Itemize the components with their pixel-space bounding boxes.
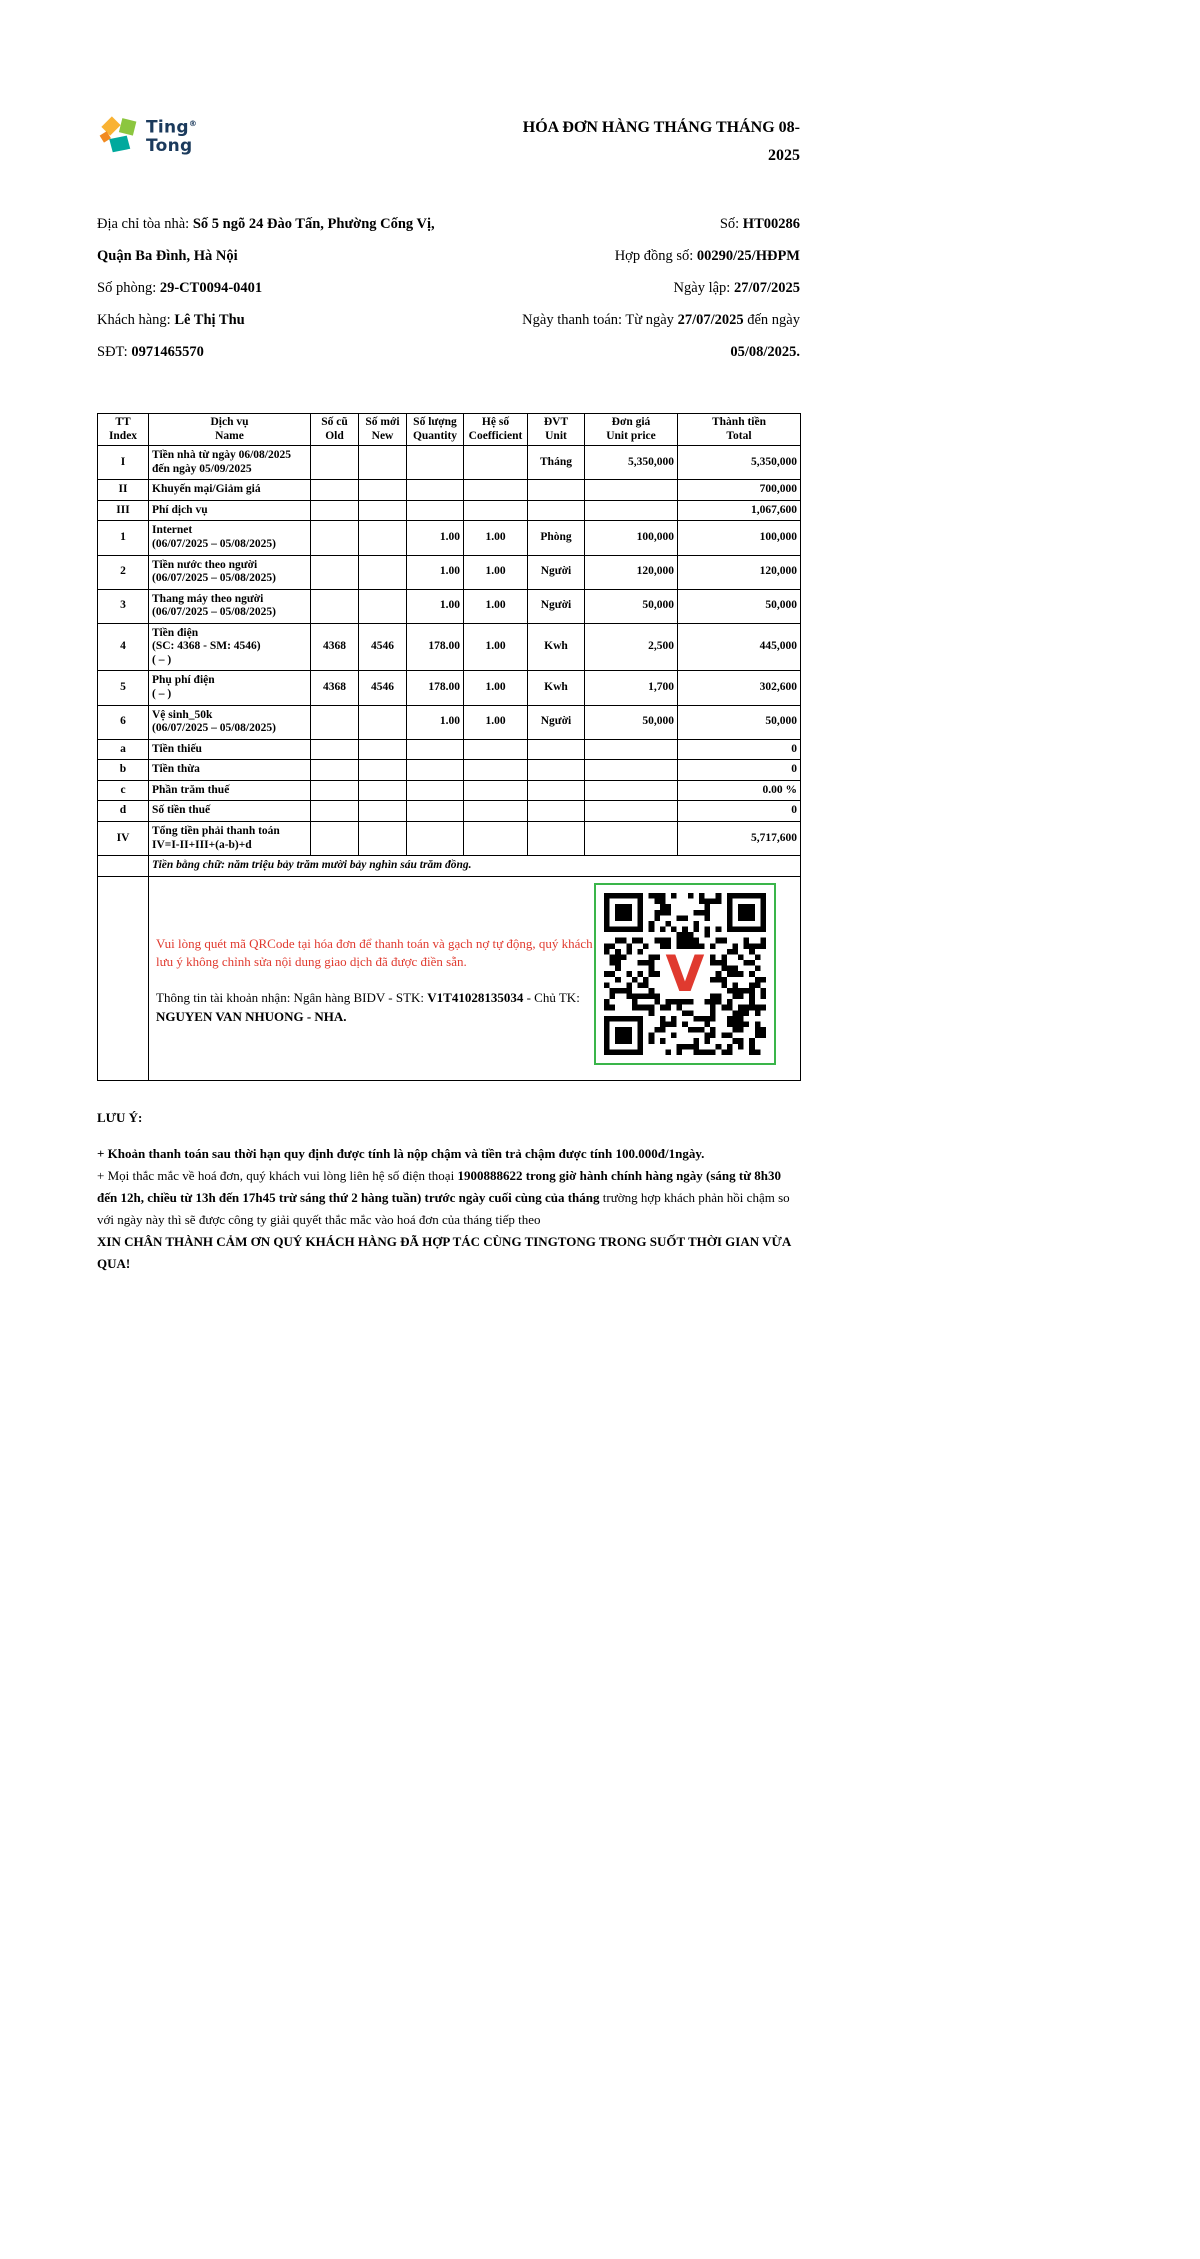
invoice-table <box>97 413 801 1081</box>
table-cell-new <box>359 555 407 589</box>
table-cell-unit: Người <box>528 555 585 589</box>
table-cell-old <box>311 555 359 589</box>
payment-period: Ngày thanh toán: Từ ngày 27/07/2025 đến ngày 05/08/2025. <box>522 312 800 360</box>
table-cell-price <box>585 821 678 855</box>
invoice-number: Số: HT00286 <box>719 216 800 232</box>
table-cell-coef <box>464 500 528 521</box>
table-cell-coef <box>464 780 528 801</box>
table-cell-tt: II <box>98 480 149 501</box>
table-row <box>98 760 801 781</box>
table-cell-price: 50,000 <box>585 589 678 623</box>
table-cell-old <box>311 705 359 739</box>
table-cell-tt <box>98 856 149 877</box>
table-row <box>98 739 801 760</box>
table-cell-new: 4546 <box>359 671 407 705</box>
thank-you-note: XIN CHÂN THÀNH CẢM ƠN QUÝ KHÁCH HÀNG ĐÃ HỢP TÁC CÙNG TINGTONG TRONG SUỐT THỜI GIAN VỪA QUA! <box>97 1233 791 1271</box>
table-row <box>98 705 801 739</box>
table-cell-name: Vệ sinh_50k (06/07/2025 – 05/08/2025) <box>149 705 311 739</box>
table-cell-unit: Người <box>528 589 585 623</box>
table-cell-total: 445,000 <box>678 623 801 671</box>
table-cell-coef <box>464 801 528 822</box>
table-cell-price: 1,700 <box>585 671 678 705</box>
column-header-old: Số cũ Old <box>311 414 359 446</box>
table-cell-qty <box>407 480 464 501</box>
footer-heading: LƯU Ý: <box>97 1109 143 1125</box>
table-cell-unit <box>528 739 585 760</box>
table-cell-qty: 178.00 <box>407 671 464 705</box>
column-header-coefficient: Hệ số Coefficient <box>464 414 528 446</box>
invoice-table-body <box>98 446 801 856</box>
invoice-info <box>97 208 800 368</box>
table-cell-coef <box>464 446 528 480</box>
column-header-quantity: Số lượng Quantity <box>407 414 464 446</box>
table-cell-new <box>359 821 407 855</box>
table-cell-total: 700,000 <box>678 480 801 501</box>
table-cell-name: Thang máy theo người (06/07/2025 – 05/08/2025) <box>149 589 311 623</box>
table-cell-unit <box>528 821 585 855</box>
payment-cell <box>149 876 801 1080</box>
table-cell-old <box>311 500 359 521</box>
table-cell-price <box>585 801 678 822</box>
table-row <box>98 589 801 623</box>
table-cell-qty <box>407 500 464 521</box>
payment-row <box>98 876 801 1080</box>
amount-in-words <box>149 856 801 877</box>
table-row <box>98 671 801 705</box>
table-cell-qty <box>407 821 464 855</box>
tingtong-logo <box>97 112 197 155</box>
room-number: Số phòng: 29-CT0094-0401 <box>97 280 263 296</box>
table-row <box>98 521 801 555</box>
table-cell-total: 1,067,600 <box>678 500 801 521</box>
table-cell-price <box>585 780 678 801</box>
table-cell-price: 100,000 <box>585 521 678 555</box>
table-cell-new <box>359 760 407 781</box>
column-header-unit-price: Đơn giá Unit price <box>585 414 678 446</box>
table-cell-price: 5,350,000 <box>585 446 678 480</box>
table-cell-name: Tiền thừa <box>149 760 311 781</box>
table-cell-total: 0 <box>678 760 801 781</box>
table-cell-old <box>311 446 359 480</box>
table-cell-new <box>359 780 407 801</box>
table-cell-unit <box>528 760 585 781</box>
table-row <box>98 821 801 855</box>
table-cell-name: Tiền nhà từ ngày 06/08/2025 đến ngày 05/09/2025 <box>149 446 311 480</box>
table-row <box>98 801 801 822</box>
column-header-unit: ĐVT Unit <box>528 414 585 446</box>
table-cell-price <box>585 500 678 521</box>
table-cell-qty <box>407 801 464 822</box>
payment-instructions <box>156 935 594 1027</box>
table-cell-unit <box>528 500 585 521</box>
table-cell-name: Phí dịch vụ <box>149 500 311 521</box>
table-cell-coef: 1.00 <box>464 555 528 589</box>
table-cell-name: Tiền thiếu <box>149 739 311 760</box>
table-cell-tt: 4 <box>98 623 149 671</box>
table-cell-old <box>311 589 359 623</box>
table-cell-total: 0.00 % <box>678 780 801 801</box>
table-row <box>98 780 801 801</box>
table-row <box>98 623 801 671</box>
column-header-new: Số mới New <box>359 414 407 446</box>
table-cell-coef <box>464 480 528 501</box>
table-cell-tt: b <box>98 760 149 781</box>
registered-mark: ® <box>188 119 198 128</box>
table-cell-unit: Phòng <box>528 521 585 555</box>
table-cell-price <box>585 739 678 760</box>
table-cell-qty: 1.00 <box>407 705 464 739</box>
table-cell-new <box>359 521 407 555</box>
amount-in-words-value: năm triệu bảy trăm mười bảy nghìn sáu trăm đồng. <box>224 859 472 872</box>
table-cell-tt: a <box>98 739 149 760</box>
table-cell-old <box>311 801 359 822</box>
table-cell-qty: 1.00 <box>407 555 464 589</box>
header <box>97 112 800 170</box>
page <box>97 112 800 1275</box>
table-cell-name: Tiền nước theo người (06/07/2025 – 05/08/2025) <box>149 555 311 589</box>
table-cell-new <box>359 480 407 501</box>
customer-info <box>97 208 447 368</box>
customer-name: Khách hàng: Lê Thị Thu <box>97 312 245 328</box>
table-cell-total: 120,000 <box>678 555 801 589</box>
table-cell-old <box>311 760 359 781</box>
table-cell-coef: 1.00 <box>464 589 528 623</box>
invoice-title: HÓA ĐƠN HÀNG THÁNG THÁNG 08-2025 <box>522 119 800 164</box>
table-cell-new <box>359 589 407 623</box>
table-cell-tt: 6 <box>98 705 149 739</box>
table-cell-unit: Kwh <box>528 623 585 671</box>
table-cell-price <box>585 480 678 501</box>
table-cell-tt: 2 <box>98 555 149 589</box>
table-cell-tt: IV <box>98 821 149 855</box>
table-cell-tt: 3 <box>98 589 149 623</box>
table-cell-price: 50,000 <box>585 705 678 739</box>
issue-date: Ngày lập: 27/07/2025 <box>673 280 800 296</box>
table-cell-total: 50,000 <box>678 705 801 739</box>
table-cell-price <box>585 760 678 781</box>
table-cell-unit <box>528 780 585 801</box>
table-cell-unit <box>528 480 585 501</box>
contact-note: + Mọi thắc mắc về hoá đơn, quý khách vui lòng liên hệ số điện thoại 1900888622 trong giờ hành chính hàng ngày (sáng từ 8h30 đến 12h, chiều từ 13h đến 17h45 trừ sáng thứ 2 hàng tuần) trước ngày cuối cùng của tháng trường hợp khách phản hồi chậm so với ngày này thì sẽ được công ty giải quyết thắc mắc vào hoá đơn của tháng tiếp theo <box>97 1167 790 1227</box>
late-payment-note: + Khoản thanh toán sau thời hạn quy định được tính là nộp chậm và tiền trả chậm được tính 100.000đ/1ngày. <box>97 1145 705 1161</box>
table-cell-total: 302,600 <box>678 671 801 705</box>
table-cell-coef: 1.00 <box>464 705 528 739</box>
building-address: Địa chỉ tòa nhà: Số 5 ngõ 24 Đào Tấn, Phường Cống Vị, Quận Ba Đình, Hà Nội <box>97 216 435 264</box>
table-cell-qty <box>407 446 464 480</box>
table-cell-qty: 1.00 <box>407 589 464 623</box>
table-cell-coef: 1.00 <box>464 671 528 705</box>
table-cell-total: 0 <box>678 801 801 822</box>
table-cell-new <box>359 446 407 480</box>
table-cell-qty <box>407 780 464 801</box>
amount-in-words-row <box>98 856 801 877</box>
table-cell-price: 120,000 <box>585 555 678 589</box>
table-cell-name: Khuyến mại/Giảm giá <box>149 480 311 501</box>
table-cell-unit: Tháng <box>528 446 585 480</box>
table-header-row <box>98 414 801 446</box>
table-cell-tt: III <box>98 500 149 521</box>
table-cell-new: 4546 <box>359 623 407 671</box>
table-cell-new <box>359 705 407 739</box>
table-cell-total: 100,000 <box>678 521 801 555</box>
amount-in-words-label: Tiền bằng chữ: <box>152 859 225 872</box>
tingtong-logo-icon <box>97 112 139 154</box>
table-cell-tt: 1 <box>98 521 149 555</box>
account-info: Thông tin tài khoản nhận: Ngân hàng BIDV - STK: V1T41028135034 - Chủ TK: NGUYEN VAN NHUONG - NHA. <box>156 990 580 1025</box>
table-cell-old <box>311 821 359 855</box>
table-cell-name: Phần trăm thuế <box>149 780 311 801</box>
table-cell-old <box>311 480 359 501</box>
table-cell-qty: 1.00 <box>407 521 464 555</box>
table-cell-old <box>311 780 359 801</box>
table-cell-name: Số tiền thuế <box>149 801 311 822</box>
invoice-meta <box>470 208 800 368</box>
table-cell-unit: Người <box>528 705 585 739</box>
table-row <box>98 480 801 501</box>
table-cell-coef <box>464 760 528 781</box>
table-cell-total: 5,350,000 <box>678 446 801 480</box>
table-cell-name: Phụ phí điện ( – ) <box>149 671 311 705</box>
table-cell-qty: 178.00 <box>407 623 464 671</box>
logo-word-ting: Ting <box>146 117 189 138</box>
table-row <box>98 555 801 589</box>
table-cell-coef <box>464 821 528 855</box>
table-cell-total: 0 <box>678 739 801 760</box>
logo-word-tong: Tong <box>146 135 193 156</box>
logo-text <box>146 115 197 155</box>
table-cell-tt: c <box>98 780 149 801</box>
table-cell-old: 4368 <box>311 623 359 671</box>
table-cell-total: 5,717,600 <box>678 821 801 855</box>
table-cell-tt <box>98 876 149 1080</box>
table-cell-new <box>359 500 407 521</box>
table-row <box>98 446 801 480</box>
footer-notes <box>97 1107 800 1275</box>
column-header-index: TT Index <box>98 414 149 446</box>
table-cell-name: Internet (06/07/2025 – 05/08/2025) <box>149 521 311 555</box>
table-cell-new <box>359 739 407 760</box>
table-cell-tt: I <box>98 446 149 480</box>
table-cell-qty <box>407 760 464 781</box>
table-cell-tt: d <box>98 801 149 822</box>
table-cell-tt: 5 <box>98 671 149 705</box>
table-cell-unit <box>528 801 585 822</box>
contract-number: Hợp đồng số: 00290/25/HĐPM <box>614 248 800 264</box>
customer-phone: SĐT: 0971465570 <box>97 344 204 360</box>
table-cell-name: Tổng tiền phải thanh toán IV=I-II+III+(a-b)+d <box>149 821 311 855</box>
table-cell-unit: Kwh <box>528 671 585 705</box>
qr-instruction: Vui lòng quét mã QRCode tại hóa đơn để thanh toán và gạch nợ tự động, quý khách lưu ý không chỉnh sửa nội dung giao dịch đã được điền sẵn. <box>156 935 593 970</box>
svg-text:V: V <box>665 943 705 1003</box>
table-cell-new <box>359 801 407 822</box>
table-cell-old: 4368 <box>311 671 359 705</box>
qr-code <box>594 883 776 1065</box>
table-cell-old <box>311 521 359 555</box>
column-header-name: Dịch vụ Name <box>149 414 311 446</box>
column-header-total: Thành tiền Total <box>678 414 801 446</box>
table-row <box>98 500 801 521</box>
table-cell-price: 2,500 <box>585 623 678 671</box>
table-cell-old <box>311 739 359 760</box>
table-cell-coef: 1.00 <box>464 623 528 671</box>
table-cell-total: 50,000 <box>678 589 801 623</box>
table-cell-name: Tiền điện (SC: 4368 - SM: 4546) ( – ) <box>149 623 311 671</box>
table-cell-coef <box>464 739 528 760</box>
table-cell-qty <box>407 739 464 760</box>
table-cell-coef: 1.00 <box>464 521 528 555</box>
